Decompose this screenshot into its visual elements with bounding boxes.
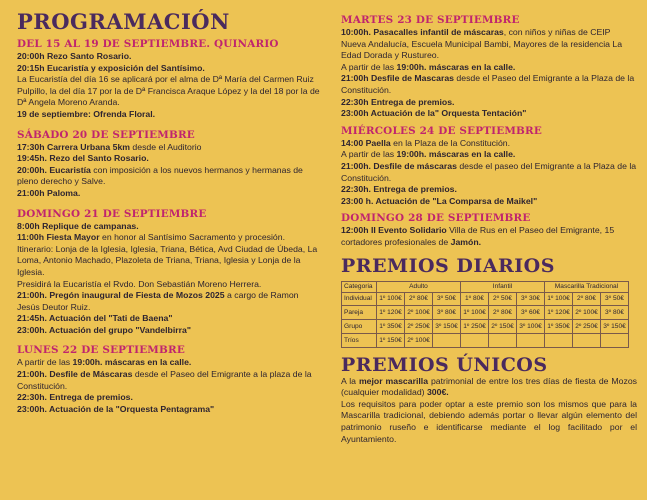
table-cell: 1º 100€ [461,306,489,320]
premios-unicos-block [341,376,637,446]
col-header: Adulto [377,281,461,292]
table-row [342,306,629,320]
table-cell [433,333,461,347]
col-header: Categoria [342,281,377,292]
table-cell: 3º 150€ [433,320,461,334]
martes-line: 10:00h. Pasacalles infantil de máscaras, con niños y niñas de CEIP Nueva Andalucía, Escuela Municipal Bambi, Mayores de la residencia La Edad Dorada y Rustureo. [341,27,623,61]
table-cell [489,333,517,347]
lunes-heading: LUNES 22 DE SEPTIEMBRE [17,344,185,357]
table-cell: 1º 100€ [377,292,405,306]
table-cell: 1º 150€ [377,333,405,347]
martes-line: A partir de las 19:00h. máscaras en la calle. [341,61,516,72]
domingo21-line: 8:00h Replique de campanas. [17,220,139,231]
table-cell: 1º 350€ [377,320,405,334]
lunes-block [17,357,322,415]
table-row [342,292,629,306]
table-cell: 2º 100€ [405,333,433,347]
table-cell: 3º 150€ [601,320,629,334]
table-cell [601,333,629,347]
table-cell: 3º 30€ [517,292,545,306]
sabado-heading: SÁBADO 20 DE SEPTIEMBRE [17,128,195,141]
martes-block [341,27,637,120]
lunes-line: A partir de las 19:00h. máscaras en la calle. [17,357,192,368]
miercoles-line: 21:00h. Desfile de máscaras desde el paseo del Emigrante a la Plaza de la Constitución. [341,160,637,183]
table-cell: 3º 50€ [433,292,461,306]
col-header: Infantil [461,281,545,292]
domingo21-line: 23:00h. Actuación del grupo "Vandelbirra" [17,324,191,335]
quinario-line: 20:15h Eucaristía y exposición del Santísimo. [17,62,205,73]
table-cell: 3º 100€ [517,320,545,334]
prize-table [341,281,629,348]
miercoles-line: 14:00 Paella en la Plaza de la Constitución. [341,137,511,148]
left-column [17,0,322,415]
page-title: PROGRAMACIÓN [17,9,230,34]
domingo28-heading: DOMINGO 28 DE SEPTIEMBRE [341,212,531,225]
lunes-line: 21:00h. Desfile de Máscaras desde el Paseo del Emigrante a la plaza de la Constitución. [17,369,312,391]
domingo28-block [341,225,637,248]
table-row [342,333,629,347]
table-cell: 3º 60€ [517,306,545,320]
table-cell [545,333,573,347]
premios-unicos-title: PREMIOS ÚNICOS [341,353,548,376]
table-row [342,320,629,334]
martes-line: 21:00h Desfile de Mascaras desde el Paseo del Emigrante a la Plaza de la Constitución. [341,73,635,95]
martes-line: 22:30h Entrega de premios. [341,96,455,107]
table-cell: 1º 100€ [545,292,573,306]
table-cell: Individual [342,292,377,306]
table-cell: 2º 80€ [573,292,601,306]
sabado-line: 17:30h Carrera Urbana 5km desde el Auditorio [17,141,202,152]
premios-unicos-p2: Los requisitos para poder optar a este premio son los mismos que para la Mascarilla tradicional, debiendo además portar o llevar algún elemento del patrimonio ruseño e identificarse mediante el log facilitado por el Ayuntamiento. [341,398,637,444]
domingo21-line: Itinerario: Lonja de la Iglesia, Iglesia, Triana, Bética, Avd Ciudad de Úbeda, La Loma, Antonio Machado, Plazoleta de Triana, Triana, Iglesia y Lonja de la Iglesia. [17,243,318,277]
table-cell: 2º 50€ [489,292,517,306]
prize-table-header [342,281,629,292]
quinario-line: 20:00h Rezo Santo Rosario. [17,51,132,61]
sabado-block [17,142,322,200]
table-cell: Tríos [342,333,377,347]
quinario-heading: DEL 15 AL 19 DE SEPTIEMBRE. QUINARIO [17,38,279,50]
domingo21-block [17,221,322,337]
table-cell [461,333,489,347]
table-cell: Grupo [342,320,377,334]
domingo21-line: 11:00h Fiesta Mayor en honor al Santísimo Sacramento y procesión. [17,232,286,243]
table-cell: 2º 250€ [405,320,433,334]
miercoles-heading: MIÉRCOLES 24 DE SEPTIEMBRE [341,124,542,137]
table-cell: 2º 80€ [405,292,433,306]
sabado-line: 20:00h. Eucaristía con imposición a los nuevos hermanos y hermanas de pleno derecho y Salve. [17,164,303,187]
table-cell: 3º 80€ [601,306,629,320]
table-cell: 2º 250€ [573,320,601,334]
martes-line: 23:00h Actuación de la" Orquesta Tentación" [341,108,527,119]
domingo21-heading: DOMINGO 21 DE SEPTIEMBRE [17,207,207,220]
table-cell: 2º 100€ [405,306,433,320]
miercoles-line: 23:00 h. Actuación de "La Comparsa de Maikel" [341,195,538,206]
lunes-line: 23:00h. Actuación de la "Orquesta Pentagrama" [17,403,215,414]
domingo21-line: 21:00h. Pregón inaugural de Fiesta de Mozos 2025 a cargo de Ramon Jesús Deutor Ruiz. [17,290,299,312]
table-cell: 3º 80€ [433,306,461,320]
domingo28-line: 12:00h II Evento Solidario Villa de Rus en el Paseo del Emigrante, 15 cortadores profesionales de Jamón. [341,225,615,247]
table-cell [517,333,545,347]
premios-unicos-p1: A la mejor mascarilla patrimonial de entre los tres días de fiesta de Mozos (cualquier modalidad) 300€. [341,375,638,398]
table-cell [573,333,601,347]
quinario-line: La Eucaristía del día 16 se aplicará por el alma de Dª María del Carmen Ruiz Pulpillo, la del día 17 por la de Dª Francisca Araque López y la del 18 por la de Dª Angela Moreno Aranda. [17,74,320,108]
col-header: Mascarilla Tradicional [545,281,629,292]
miercoles-block [341,138,637,208]
right-column [341,0,637,445]
table-cell: 2º 150€ [489,320,517,334]
sabado-line: 19:45h. Rezo del Santo Rosario. [17,153,149,164]
table-cell: 1º 120€ [545,306,573,320]
table-cell: 1º 80€ [461,292,489,306]
table-cell: 2º 100€ [573,306,601,320]
table-cell: 2º 80€ [489,306,517,320]
premios-diarios-title: PREMIOS DIARIOS [341,254,555,277]
martes-heading: MARTES 23 DE SEPTIEMBRE [341,14,520,26]
table-cell: 1º 250€ [461,320,489,334]
miercoles-line: A partir de las 19:00h. máscaras en la calle. [341,149,516,160]
lunes-line: 22:30h. Entrega de premios. [17,392,133,403]
domingo21-line: Presidirá la Eucaristía el Rvdo. Don Sebastián Moreno Herrera. [17,278,262,289]
domingo21-line: 21:45h. Actuación del "Tati de Baena" [17,313,173,324]
quinario-line: 19 de septiembre: Ofrenda Floral. [17,108,156,119]
miercoles-line: 22:30h. Entrega de premios. [341,184,457,195]
sabado-line: 21:00h Paloma. [17,187,81,198]
table-cell: 1º 120€ [377,306,405,320]
table-cell: Pareja [342,306,377,320]
quinario-block [17,51,322,121]
table-cell: 3º 50€ [601,292,629,306]
table-cell: 1º 350€ [545,320,573,334]
